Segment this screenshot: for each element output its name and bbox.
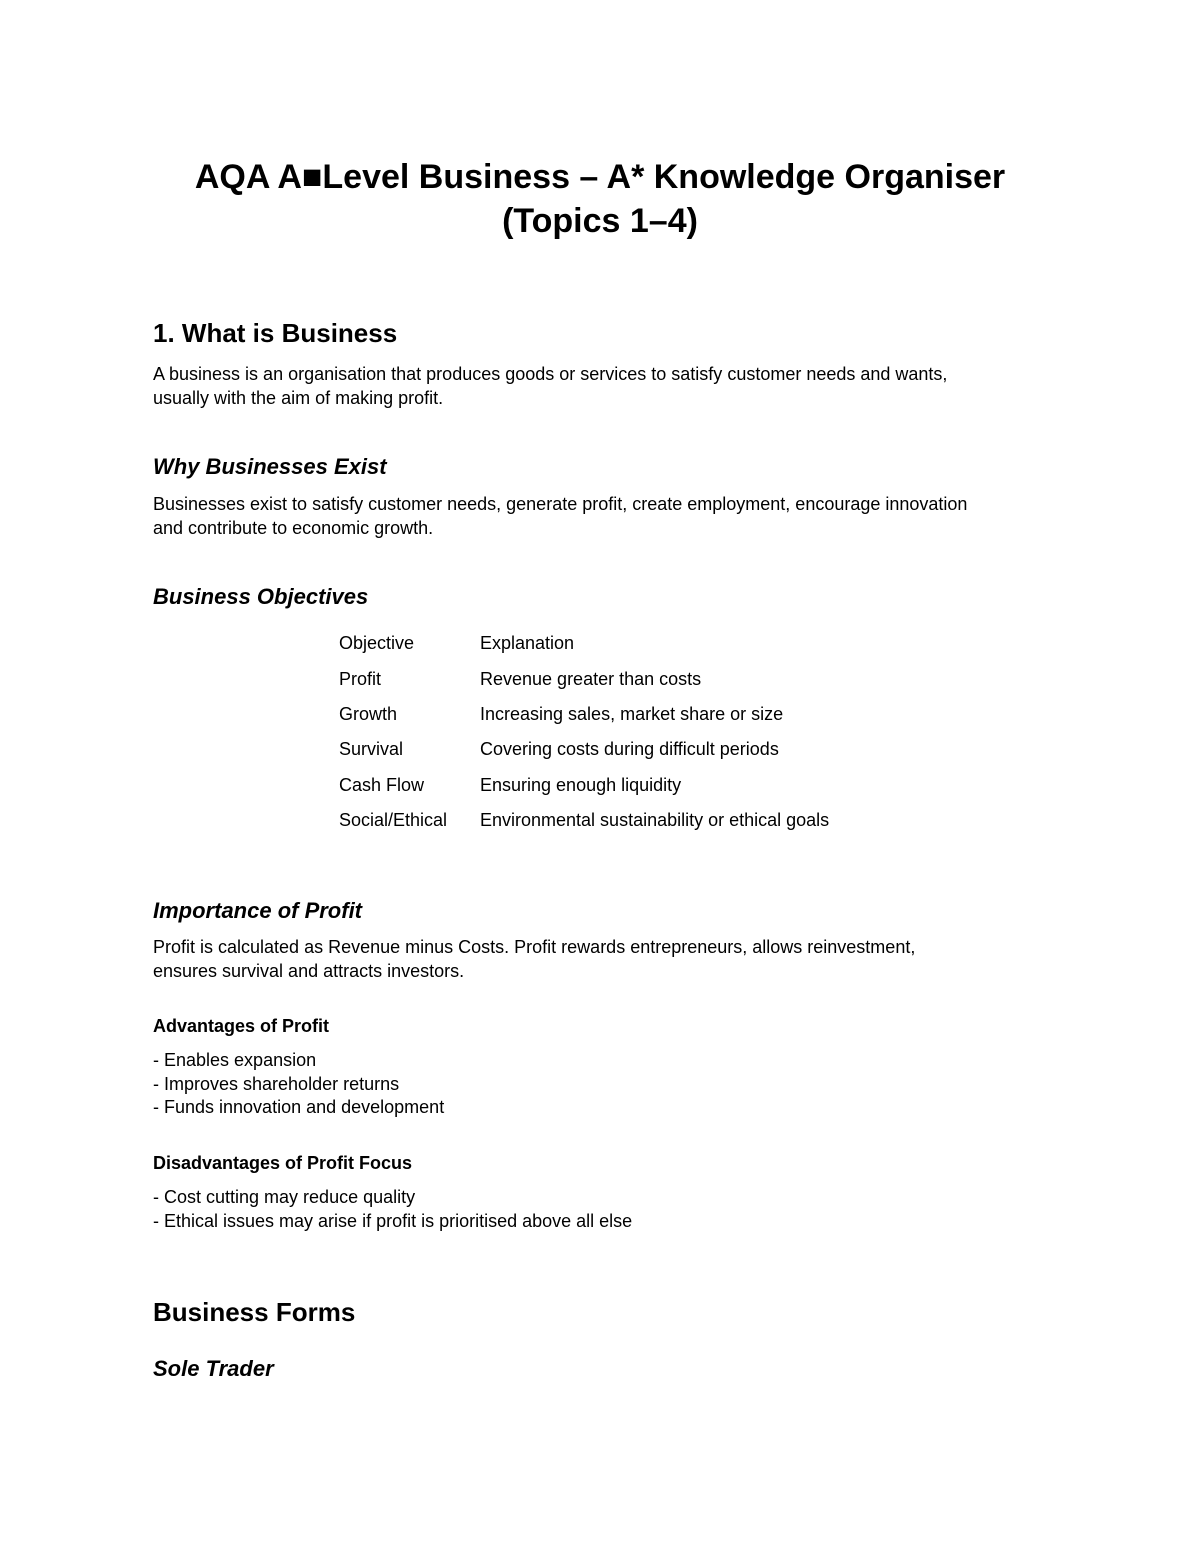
intro-paragraph-line-2: usually with the aim of making profit. — [153, 388, 444, 408]
subheading-business-objectives: Business Objectives — [153, 584, 369, 609]
objective-cell: Profit — [339, 668, 382, 689]
importance-paragraph-line-1: Profit is calculated as Revenue minus Costs. Profit rewards entrepreneurs, allows reinvestment, — [153, 937, 916, 957]
section-heading-business-forms: Business Forms — [153, 1297, 356, 1327]
advantages-list — [153, 1049, 444, 1120]
document-title-line-1: AQA A■Level Business – A* Knowledge Organiser — [194, 158, 1006, 196]
intro-paragraph-line-1: A business is an organisation that produces goods or services to satisfy customer needs and wants, — [153, 364, 948, 384]
table-row — [339, 768, 900, 803]
table-row — [339, 732, 900, 767]
objective-cell: Social/Ethical — [339, 810, 448, 831]
section-heading-what-is-business: 1. What is Business — [153, 318, 398, 348]
list-item: - Improves shareholder returns — [153, 1073, 400, 1094]
subheading-importance-of-profit: Importance of Profit — [153, 898, 363, 923]
heading-disadvantages-of-profit-focus: Disadvantages of Profit Focus — [153, 1153, 413, 1173]
disadvantages-list — [153, 1186, 632, 1233]
column-header-explanation: Explanation — [480, 633, 575, 654]
list-item: - Cost cutting may reduce quality — [153, 1187, 416, 1207]
explanation-cell: Covering costs during difficult periods — [480, 739, 779, 760]
subheading-sole-trader: Sole Trader — [153, 1356, 274, 1381]
column-header-objective: Objective — [339, 633, 415, 654]
explanation-cell: Ensuring enough liquidity — [480, 774, 682, 795]
importance-paragraph-line-2: ensures survival and attracts investors. — [153, 961, 465, 981]
list-item: - Funds innovation and development — [153, 1097, 445, 1117]
explanation-cell: Revenue greater than costs — [480, 668, 702, 689]
objective-cell: Survival — [339, 739, 404, 760]
list-item: - Ethical issues may arise if profit is prioritised above all else — [153, 1210, 633, 1231]
heading-advantages-of-profit: Advantages of Profit — [153, 1016, 330, 1036]
explanation-cell: Increasing sales, market share or size — [480, 703, 784, 724]
why-exist-paragraph-line-2: and contribute to economic growth. — [153, 518, 434, 538]
objective-cell: Cash Flow — [339, 774, 425, 795]
table-row — [339, 661, 900, 696]
table-header-row — [339, 626, 900, 661]
objectives-table — [339, 626, 900, 838]
table-row — [339, 803, 900, 838]
list-item: - Enables expansion — [153, 1050, 317, 1070]
objective-cell: Growth — [339, 703, 398, 724]
explanation-cell: Environmental sustainability or ethical goals — [480, 810, 830, 831]
table-row — [339, 697, 900, 732]
document-title-line-2: (Topics 1–4) — [502, 202, 698, 240]
subheading-why-businesses-exist: Why Businesses Exist — [153, 454, 387, 479]
why-exist-paragraph-line-1: Businesses exist to satisfy customer needs, generate profit, create employment, encourage innovation — [153, 494, 968, 514]
